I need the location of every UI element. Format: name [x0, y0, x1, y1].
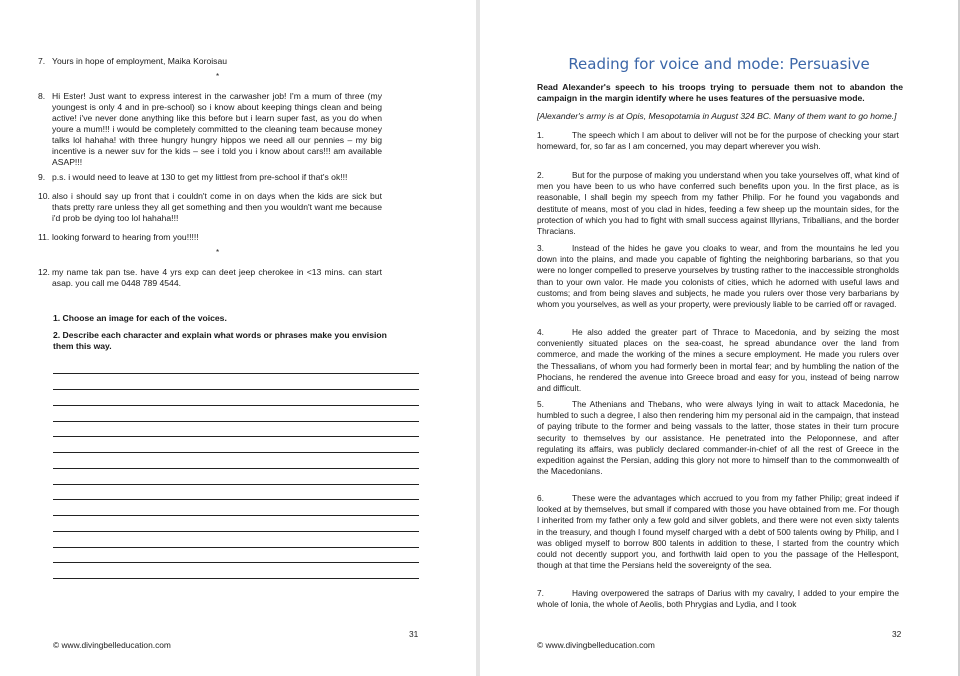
- speech-paragraph: [537, 243, 899, 310]
- paragraph-number: 7.: [537, 588, 544, 598]
- paragraph-text: But for the purpose of making you understand when you take yourselves off, what kind of men you have been to us who have conferred such benefits upon you. In the first place, as is reasonable, I shall begin my speech from my father Philip. For he found you vagabonds and destitute of means, most of you clad in hides, feeding a few sheep up the mountain sides, for the protection of which you had to fight with small success against Illyrians, Triballians, and the border Thracians.: [537, 170, 899, 237]
- paragraph-number: 5.: [537, 399, 544, 409]
- answer-line: [53, 452, 419, 453]
- speech-paragraph: [537, 588, 899, 610]
- answer-line: [53, 405, 419, 406]
- page-31: [0, 0, 476, 676]
- answer-line: [53, 436, 419, 437]
- item-text: Yours in hope of employment, Maika Koroisau: [52, 56, 227, 66]
- footer-copyright: © www.divingbelleducation.com: [537, 640, 655, 650]
- answer-line: [53, 562, 419, 563]
- answer-line: [53, 421, 419, 422]
- speech-paragraph: [537, 130, 899, 152]
- speech-paragraph: [537, 327, 899, 394]
- footer-copyright: © www.divingbelleducation.com: [53, 640, 171, 650]
- item-number: 9.: [38, 172, 46, 182]
- page-32: [480, 0, 958, 676]
- page-number: 31: [409, 629, 419, 639]
- item-text: also i should say up front that i couldn't come in on days when the kids are sick but thats pretty rare unless they all get something and then you wouldn't want me because i'd prob be dying too lol hahaha!!!: [52, 191, 382, 223]
- paragraph-text: He also added the greater part of Thrace to Macedonia, and by seizing the most conveniently situated places on the sea-coast, he spread abundance over the land from commerce, and made the working of the mines a secure employment. He made you rulers over the Thessalians, of whom you had formerly been in mortal fear; and by humbling the nation of the Phocians, he rendered the avenue into Greece broad and easy for you, instead of being narrow and difficult.: [537, 327, 899, 394]
- answer-line: [53, 547, 419, 548]
- paragraph-text: Having overpowered the satraps of Darius with my cavalry, I added to your empire the whole of Ionia, the whole of Aeolis, both Phrygias and Lydia, and I took: [537, 588, 899, 610]
- paragraph-text: These were the advantages which accrued to you from my father Philip; great indeed if looked at by themselves, but small if compared with those you have obtained from me. For though I inherited from my father only a few gold and silver goblets, and there were not even sixty talents in the treasury, and though I found myself charged with a debt of 500 talents owing by Philip, and I was obliged myself to borrow 800 talents in addition to these, I started from the country which could not decently support you, and forthwith laid open to you the passage of the Hellespont, though at that time the Persians held the sovereignty of the sea.: [537, 493, 899, 571]
- page-number: 32: [892, 629, 902, 639]
- answer-line: [53, 499, 419, 500]
- answer-line: [53, 515, 419, 516]
- context-note: [Alexander's army is at Opis, Mesopotamia in August 324 BC. Many of them want to go home.]: [537, 111, 897, 121]
- paragraph-text: Instead of the hides he gave you cloaks to wear, and from the mountains he led you down into the plains, and made you capable of fighting the neighboring barbarians, so that you were no longer compelled to preserve yourselves by trusting rather to the inaccessible strongholds than to your own valor. He made you colonists of cities, which he adorned with useful laws and customs; and from being slaves and subjects, he made you rulers over those very barbarians by whom you yourselves, as well as your property, were previously liable to be carried off or ravaged.: [537, 243, 899, 310]
- paragraph-text: The speech which I am about to deliver will not be for the purpose of checking your start homeward, for, so far as I am concerned, you may depart wherever you wish.: [537, 130, 899, 152]
- speech-paragraph: [537, 493, 899, 571]
- paragraph-number: 6.: [537, 493, 544, 503]
- separator-mark: *: [216, 248, 220, 257]
- paragraph-number: 1.: [537, 130, 544, 140]
- paragraph-number: 2.: [537, 170, 544, 180]
- item-text: looking forward to hearing from you!!!!!: [52, 232, 199, 242]
- item-number: 12.: [38, 267, 50, 277]
- paragraph-number: 4.: [537, 327, 544, 337]
- paragraph-text: The Athenians and Thebans, who were always lying in wait to attack Macedonia, he humbled to such a degree, I also then rendering him my personal aid in the campaign, that instead of paying tribute to the former and being vassals to the latter, those states in their turn procure security to themselves by our assistance. He penetrated into the Peloponnese, and after regulating its affairs, was publicly declared commander-in-chief of all the rest of Greece in the expedition against the Persian, adding this glory not more to himself than to the commonwealth of the Macedonians.: [537, 399, 899, 477]
- item-text: my name tak pan tse. have 4 yrs exp can deet jeep cherokee in <13 mins. can start asap. you call me 0448 789 4544.: [52, 267, 382, 288]
- answer-line: [53, 373, 419, 374]
- item-text: Hi Ester! Just want to express interest in the carwasher job! I'm a mum of three (my youngest is only 4 and in pre-school) so i know about keeping things clean and being active! i've never done anything like this before but i learn super fast, as you do when youre a mum!!! i would be completely committed to the cleaning team because money talks lol hahaha! with three hungry hungry hippos we need all our pennies – my big incentive is a newer suv for the kids – see i told you i know about cars!!! am available ASAP!!!: [52, 91, 382, 167]
- answer-line: [53, 578, 419, 579]
- answer-line: [53, 531, 419, 532]
- paragraph-number: 3.: [537, 243, 544, 253]
- item-number: 11.: [38, 232, 50, 242]
- page-title: Reading for voice and mode: Persuasive: [568, 55, 870, 73]
- answer-line: [53, 389, 419, 390]
- item-number: 10.: [38, 191, 50, 201]
- question-2: 2. Describe each character and explain what words or phrases make you envision them this way.: [53, 330, 387, 351]
- instructions: Read Alexander's speech to his troops trying to persuade them not to abandon the campaign in the margin identify where he uses features of the persuasive mode.: [537, 82, 903, 103]
- item-text: p.s. i would need to leave at 130 to get my littlest from pre-school if that's ok!!!: [52, 172, 348, 182]
- answer-line: [53, 468, 419, 469]
- question-1: 1. Choose an image for each of the voices.: [53, 313, 227, 323]
- speech-paragraph: [537, 170, 899, 237]
- speech-paragraph: [537, 399, 899, 477]
- answer-line: [53, 484, 419, 485]
- item-number: 7.: [38, 56, 46, 66]
- separator-mark: *: [216, 72, 220, 81]
- item-number: 8.: [38, 91, 46, 101]
